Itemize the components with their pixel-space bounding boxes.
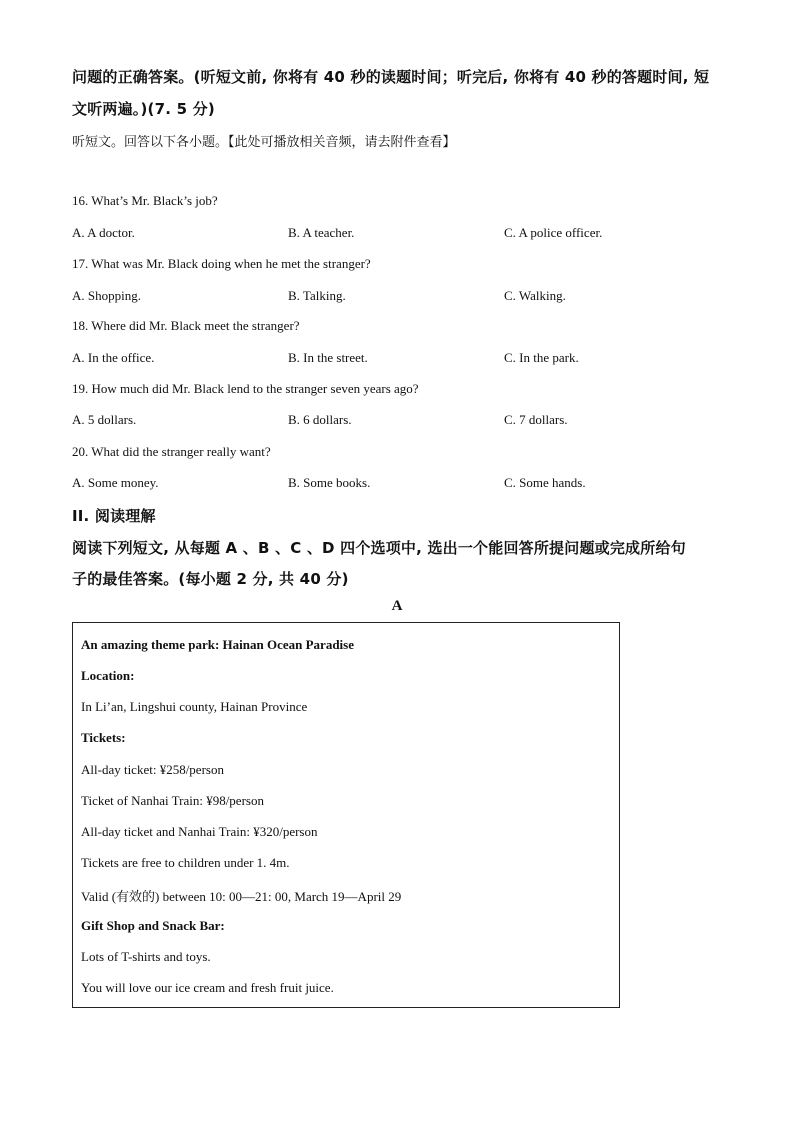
section-instruction-2: 子的最佳答案。(每小题 2 分, 共 40 分)	[72, 570, 349, 588]
question-19: 19. How much did Mr. Black lend to the stranger seven years ago?	[72, 381, 419, 396]
q17-option-a: A. Shopping.	[72, 288, 141, 303]
q17-option-c: C. Walking.	[504, 288, 566, 303]
ticket-line-5: Valid (有效的) between 10: 00—21: 00, March 19—April 29	[81, 889, 402, 904]
instruction-line-3: 听短文。回答以下各小题。【此处可播放相关音频，请去附件查看】	[72, 135, 456, 150]
q18-option-c: C. In the park.	[504, 350, 579, 365]
q19-option-a: A. 5 dollars.	[72, 412, 137, 427]
question-17: 17. What was Mr. Black doing when he met the stranger?	[72, 256, 371, 271]
ticket-line-4: Tickets are free to children under 1. 4m.	[81, 855, 290, 870]
question-20: 20. What did the stranger really want?	[72, 444, 271, 459]
ticket-line-1: All-day ticket: ¥258/person	[81, 762, 224, 777]
location-label: Location:	[81, 668, 135, 683]
q19-option-c: C. 7 dollars.	[504, 412, 568, 427]
q20-option-b: B. Some books.	[288, 475, 371, 490]
q19-option-b: B. 6 dollars.	[288, 412, 352, 427]
ticket-line-3: All-day ticket and Nanhai Train: ¥320/person	[81, 824, 318, 839]
passage-letter: A	[391, 598, 403, 614]
q18-option-b: B. In the street.	[288, 350, 368, 365]
q16-option-c: C. A police officer.	[504, 225, 603, 240]
question-18: 18. Where did Mr. Black meet the stranger?	[72, 318, 300, 333]
shop-line-1: Lots of T-shirts and toys.	[81, 949, 211, 964]
ticket-line-2: Ticket of Nanhai Train: ¥98/person	[81, 793, 264, 808]
section-instruction-1: 阅读下列短文, 从每题 A 、B 、C 、D 四个选项中, 选出一个能回答所提问题或完成所给句	[72, 539, 686, 557]
passage-box	[72, 622, 620, 1008]
q20-option-c: C. Some hands.	[504, 475, 586, 490]
q18-option-a: A. In the office.	[72, 350, 155, 365]
q20-option-a: A. Some money.	[72, 475, 159, 490]
shop-label: Gift Shop and Snack Bar:	[81, 918, 225, 933]
q16-option-a: A. A doctor.	[72, 225, 135, 240]
instruction-line-2: 文听两遍。)(7. 5 分)	[72, 100, 215, 118]
q16-option-b: B. A teacher.	[288, 225, 355, 240]
section-heading: II. 阅读理解	[72, 507, 156, 525]
q17-option-b: B. Talking.	[288, 288, 346, 303]
park-title: An amazing theme park: Hainan Ocean Paradise	[81, 637, 354, 652]
question-16: 16. What’s Mr. Black’s job?	[72, 193, 218, 208]
location-text: In Li’an, Lingshui county, Hainan Province	[81, 699, 308, 714]
shop-line-2: You will love our ice cream and fresh fruit juice.	[81, 980, 334, 995]
tickets-label: Tickets:	[81, 730, 126, 745]
instruction-line-1: 问题的正确答案。(听短文前, 你将有 40 秒的读题时间；听完后, 你将有 40 秒的答题时间, 短	[72, 68, 710, 86]
